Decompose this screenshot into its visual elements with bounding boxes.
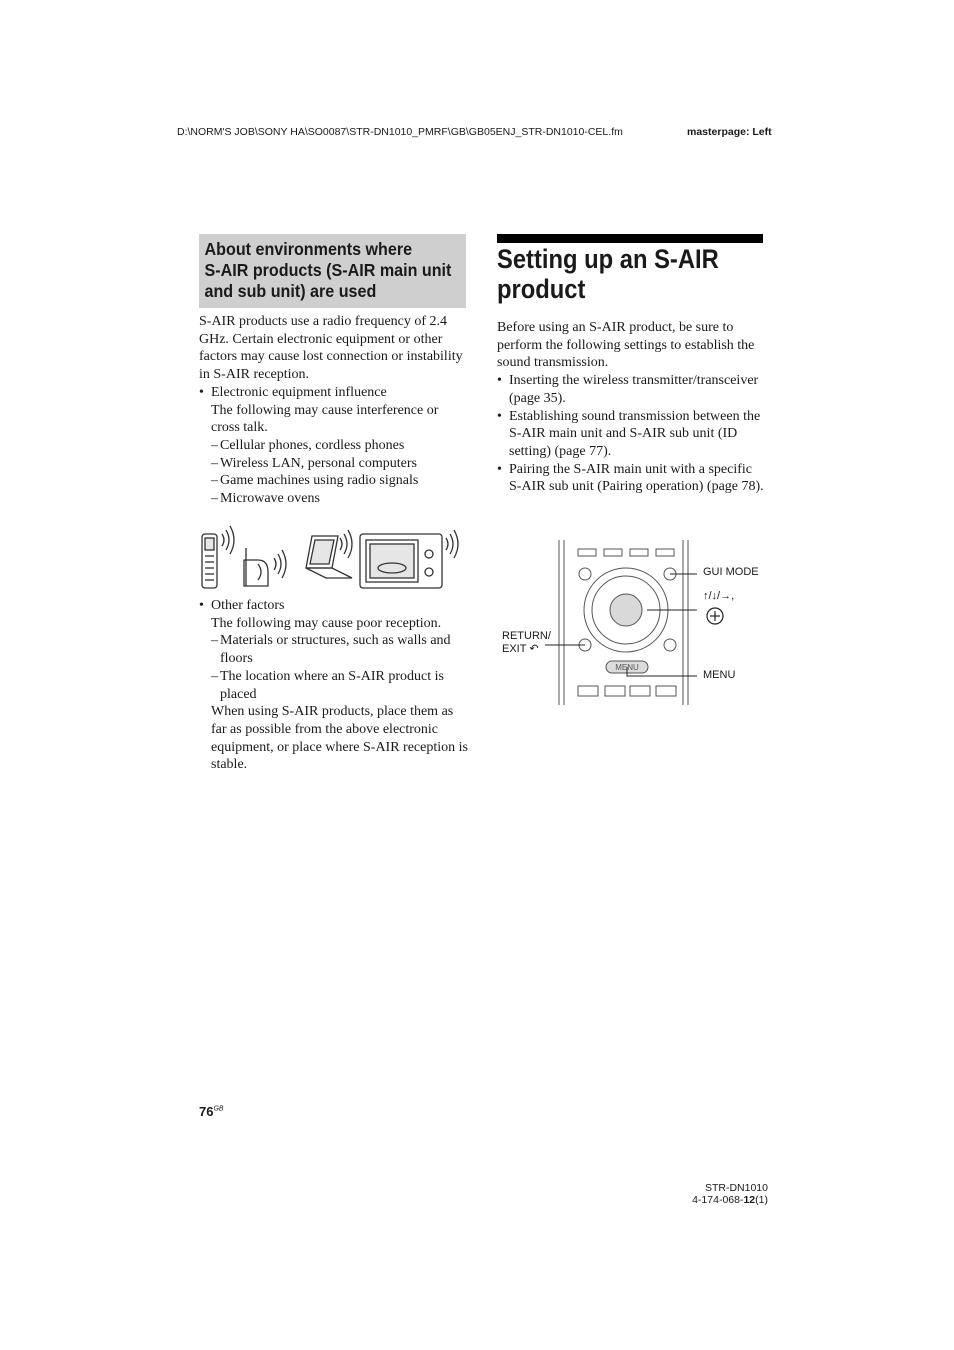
bullet-electronic: • Electronic equipment influence: [199, 384, 387, 400]
list-item: – Game machines using radio signals: [211, 473, 419, 489]
bullet-electronic-desc: The following may cause interference or cross talk.: [211, 402, 439, 436]
return-exit-label: RETURN/ EXIT ↶: [502, 630, 551, 655]
return-arrow-icon: ↶: [529, 643, 539, 655]
list-item: – Cellular phones, cordless phones: [211, 437, 405, 453]
left-section-title: About environments where S-AIR products (S-AIR main unit and sub unit) are used: [204, 239, 452, 301]
right-intro: Before using an S-AIR product, be sure to perform the following settings to establish the sound transmission.: [497, 320, 755, 371]
list-item: • Inserting the wireless transmitter/transceiver (page 35).: [497, 373, 759, 406]
list-item: – Microwave ovens: [211, 491, 320, 507]
laptop-computer-icon: [306, 530, 352, 578]
right-section-title: Setting up an S-AIR product: [497, 244, 719, 304]
arrows-label: ↑/↓/→,: [703, 590, 735, 602]
gui-mode-label: GUI MODE: [703, 566, 759, 578]
interference-devices-illustration: [198, 520, 464, 592]
left-body-text: [199, 313, 469, 508]
left-body-text-2: [199, 597, 469, 774]
bullet-other-desc: The following may cause poor reception.: [211, 615, 442, 631]
page-number: $76^{GB}$: [199, 1104, 224, 1119]
microwave-oven-icon: [360, 530, 458, 588]
header-file-path: D:\NORM'S JOB\SONY HA\SO0087\STR-DN1010_PMRF\GB\GB05ENJ_STR-DN1010-CEL.fm: [177, 126, 623, 138]
list-item: – Wireless LAN, personal computers: [211, 455, 417, 471]
list-item: – The location where an S-AIR product is placed: [211, 668, 444, 702]
list-item: • Establishing sound transmission between the S-AIR main unit and S-AIR sub unit (ID setting) (page 77).: [497, 408, 761, 459]
right-body-text: [497, 319, 765, 496]
enter-plus-icon: [705, 606, 725, 626]
left-section-heading-box: [199, 234, 466, 308]
cellular-phone-icon: [202, 526, 234, 588]
closing-paragraph: When using S-AIR products, place them as far as possible from the above electronic equipment, or place where S-AIR reception is stable.: [211, 704, 468, 773]
menu-button-label: MENU: [615, 663, 639, 672]
list-item: – Materials or structures, such as walls and floors: [211, 633, 451, 667]
header-masterpage: masterpage: Left: [687, 126, 772, 138]
footer-model-code: STR-DN1010 4-174-068-12(1): [692, 1182, 768, 1206]
wireless-router-icon: [244, 548, 286, 586]
menu-label: MENU: [703, 669, 736, 681]
remote-control-illustration: [497, 535, 697, 707]
bullet-other-factors: • Other factors: [199, 598, 285, 613]
left-intro: S-AIR products use a radio frequency of 2.4 GHz. Certain electronic equipment or other factors may cause lost connection or instability in S-AIR reception.: [199, 314, 463, 383]
section-rule-bar: [497, 234, 763, 243]
list-item: • Pairing the S-AIR main unit with a specific S-AIR sub unit (Pairing operation) (page 78).: [497, 461, 764, 495]
